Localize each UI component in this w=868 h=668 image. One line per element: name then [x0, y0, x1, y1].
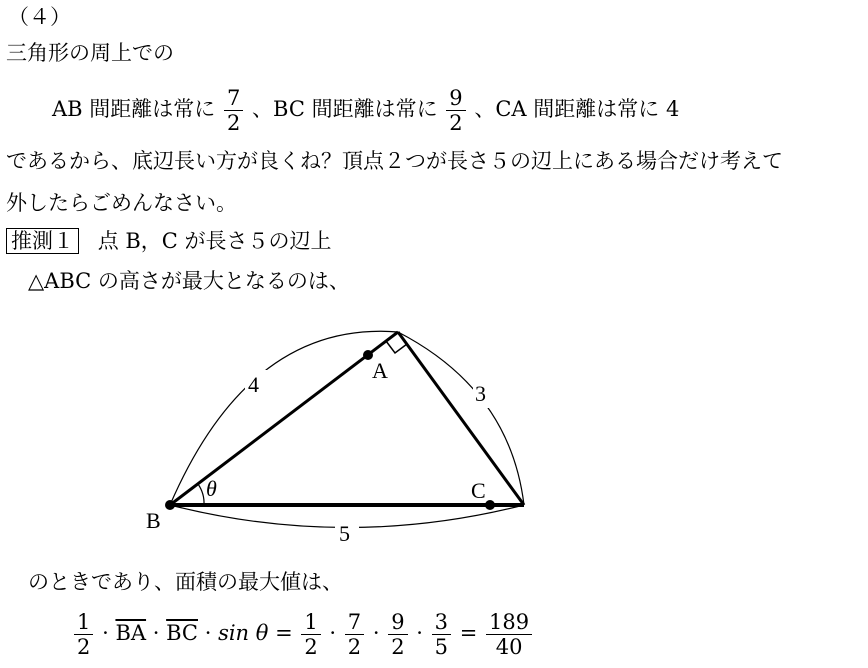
- dot-operator: ·: [102, 621, 109, 645]
- intro-text: 三角形の周上での: [6, 41, 174, 65]
- label-theta: θ: [206, 476, 217, 501]
- formula-frac-4: [432, 610, 451, 659]
- dot-operator: ·: [329, 621, 337, 645]
- area-formula: [72, 610, 534, 659]
- formula-result-num: 189: [486, 610, 532, 635]
- formula-half: [74, 610, 93, 659]
- paragraph-line-2: 外したらごめんなさい。: [6, 191, 237, 215]
- max-area-text: のときであり、面積の最大値は、: [28, 570, 343, 594]
- bc-length: $\overline{BC}$: [166, 621, 198, 645]
- ba-length: $\overline{BA}$: [115, 621, 147, 645]
- ab-distance-label: AB 間距離は常に: [52, 97, 216, 121]
- side-4-label: 4: [248, 372, 259, 397]
- formula-half-num: 1: [74, 610, 93, 635]
- dot-operator: ·: [372, 621, 380, 645]
- formula-frac-1: [301, 610, 320, 659]
- ab-numerator: 7: [224, 86, 243, 111]
- ca-distance-label: 、CA 間距離は常に 4: [474, 97, 680, 121]
- point-b: [165, 500, 175, 510]
- bc-denominator: 2: [449, 111, 463, 135]
- formula-frac-1-num: 1: [301, 610, 320, 635]
- dot-operator: ·: [416, 621, 423, 645]
- formula-frac-2: [345, 610, 364, 659]
- dot-operator: ·: [204, 621, 212, 645]
- side-3-label: 3: [475, 381, 486, 406]
- ab-denominator: 2: [226, 111, 241, 135]
- conjecture-box-label: 推測１: [6, 228, 79, 254]
- point-c: [485, 500, 495, 510]
- problem-number: （４）: [8, 5, 71, 29]
- height-max-text: △ABC の高さが最大となるのは、: [28, 269, 350, 293]
- label-c: C: [471, 478, 486, 503]
- bc-distance-label: 、BC 間距離は常に: [252, 97, 438, 121]
- right-angle-mark: [386, 341, 407, 353]
- dot-operator: ·: [152, 621, 160, 645]
- formula-frac-3-num: 9: [388, 610, 407, 635]
- conjecture-text: 点 B，C が長さ５の辺上: [97, 229, 332, 253]
- label-b: B: [146, 508, 161, 533]
- label-a: A: [372, 358, 388, 383]
- bc-numerator: 9: [446, 86, 465, 111]
- formula-frac-2-num: 7: [345, 610, 364, 635]
- sine-theta: sin θ =: [218, 621, 293, 645]
- formula-frac-4-den: 5: [434, 635, 449, 659]
- formula-frac-3-den: 2: [391, 635, 405, 659]
- side-5-label: 5: [339, 521, 350, 546]
- paragraph-line-1: であるから、底辺長い方が良くね？頂点２つが長さ５の辺上にある場合だけ考えて: [6, 149, 783, 173]
- formula-frac-4-num: 3: [432, 610, 451, 635]
- formula-frac-2-den: 2: [347, 635, 362, 659]
- formula-half-den: 2: [77, 635, 91, 659]
- formula-result: [486, 610, 532, 659]
- angle-theta-arc: [198, 484, 204, 505]
- formula-frac-3: [388, 610, 407, 659]
- formula-frac-1-den: 2: [304, 635, 318, 659]
- formula-result-den: 40: [495, 635, 523, 659]
- equals-sign: =: [459, 621, 478, 645]
- segment-ac: [398, 332, 524, 505]
